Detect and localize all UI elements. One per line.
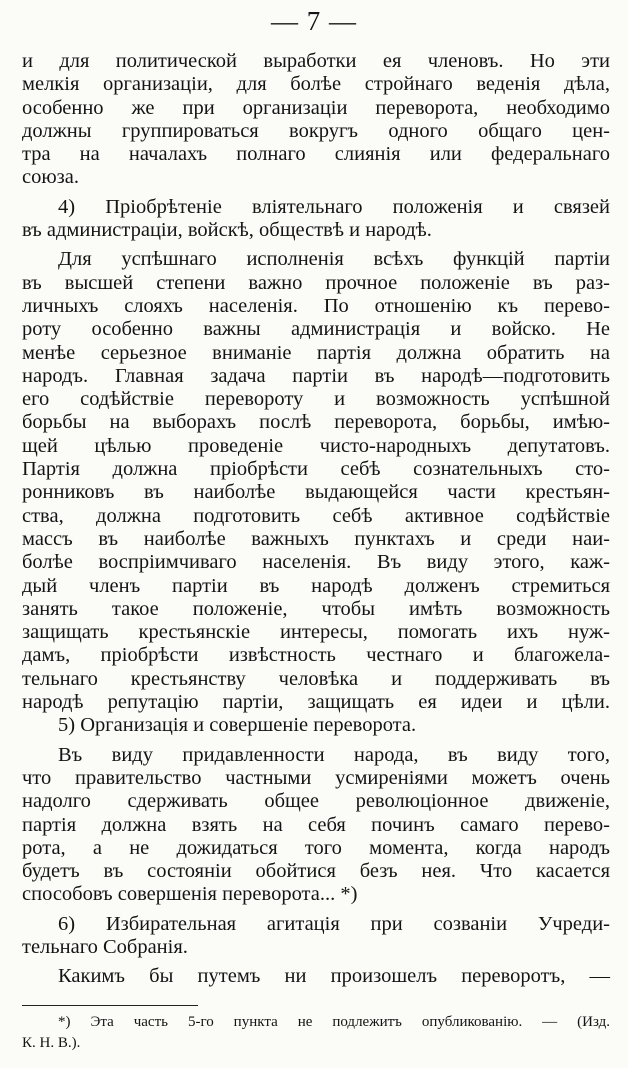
text-line: тельнаго Собранія. [22,935,188,958]
text-line: 4) Пріобрѣтеніе вліятельнаго положенія и связей [58,195,610,218]
text-line: менѣе серьезное вниманіе партія должна обратить на [22,341,610,364]
text-line: личныхъ слояхъ населенія. По отношенію къ перево- [22,294,610,317]
text-line: тельнаго крестьянству человѣка и поддерживать въ [22,667,610,690]
text-line: въ администраціи, войскѣ, обществѣ и народѣ. [22,219,432,242]
page-number: — 7 — [271,6,357,36]
body-text [22,50,610,989]
section-heading-5 [22,714,610,737]
text-line: занять такое положеніе, чтобы имѣть возможность [22,597,610,620]
text-line: болѣе воспріимчиваго населенія. Въ виду этого, каж- [22,551,610,574]
text-line: массъ въ наиболѣе важныхъ пунктахъ и среди наи- [22,527,610,550]
text-line: мелкія организаціи, для болѣе стройнаго веденія дѣла, [22,73,610,96]
text-line: борьбы на выборахъ послѣ переворота, борьбы, имѣю- [22,411,610,434]
text-line: партія должна взять на себя починъ самаго перево- [22,813,610,836]
text-line: Въ виду придавленности народа, въ виду того, [58,743,610,766]
text-line: союза. [22,166,79,189]
text-line: будетъ въ состояніи обойтися безъ нея. Что касается [22,860,610,883]
text-line: 6) Избирательная агитація при созваніи Учреди- [58,912,610,935]
paragraph-revolution [22,744,610,907]
text-line: народъ. Главная задача партіи въ народѣ—подготовить [22,364,610,387]
text-line: защищать крестьянскіе интересы, помогать ихъ нуж- [22,621,610,644]
footnote-divider [22,1005,198,1006]
text-line: Какимъ бы путемъ ни произошелъ переворотъ, — [58,965,610,988]
text-line: ронниковъ въ наиболѣе выдающейся части крестьян- [22,481,610,504]
text-line: особенно же при организаціи переворота, необходимо [22,96,610,119]
text-line: Для успѣшнаго исполненія всѣхъ функцій партіи [58,248,610,271]
paragraph-influence [22,248,610,714]
text-line: должны группироваться вокругъ одного общаго цен- [22,119,610,142]
text-line: 5) Организація и совершеніе переворота. [58,714,417,737]
text-line: его содѣйствіе перевороту и возможность успѣшной [22,388,610,411]
section-heading-4 [22,196,610,219]
text-line: дый членъ партіи въ народѣ долженъ стремиться [22,574,610,597]
text-line: ства, должна подготовить себѣ активное содѣйствіе [22,504,610,527]
text-line: дамъ, пріобрѣсти извѣстность честнаго и благожела- [22,644,610,667]
text-line: надолго сдерживать общее революціонное движеніе, [22,790,610,813]
footnote [22,1012,610,1054]
text-line: народѣ репутацію партіи, защищать ея идеи и цѣли. [22,691,610,714]
section-heading-6 [22,913,610,960]
footnote-line: *) Эта часть 5-го пункта не подлежитъ опубликованію. — (Изд. [58,1014,610,1030]
paragraph-organizations [22,50,610,190]
section-heading-4-cont [22,219,610,242]
footnote-line: К. Н. В.). [22,1035,81,1051]
text-line: что правительство частными усмиреніями можетъ очень [22,766,610,789]
text-line: и для политической выработки ея членовъ. Но эти [22,50,610,72]
text-line: въ высшей степени важно прочное положеніе въ раз- [22,271,610,294]
paragraph-closing [22,965,610,988]
text-line: тра на началахъ полнаго слиянія или федеральнаго [22,143,610,166]
text-line: роту особенно важны администрація и войско. Не [22,318,610,341]
text-line: щей цѣлью проведеніе чисто-народныхъ депутатовъ. [22,434,610,457]
text-line: Партія должна пріобрѣсти себѣ сознательныхъ сто- [22,458,610,481]
text-line: способовъ совершенія переворота... *) [22,883,358,906]
text-line: рота, а не дожидаться того момента, когда народъ [22,836,610,859]
